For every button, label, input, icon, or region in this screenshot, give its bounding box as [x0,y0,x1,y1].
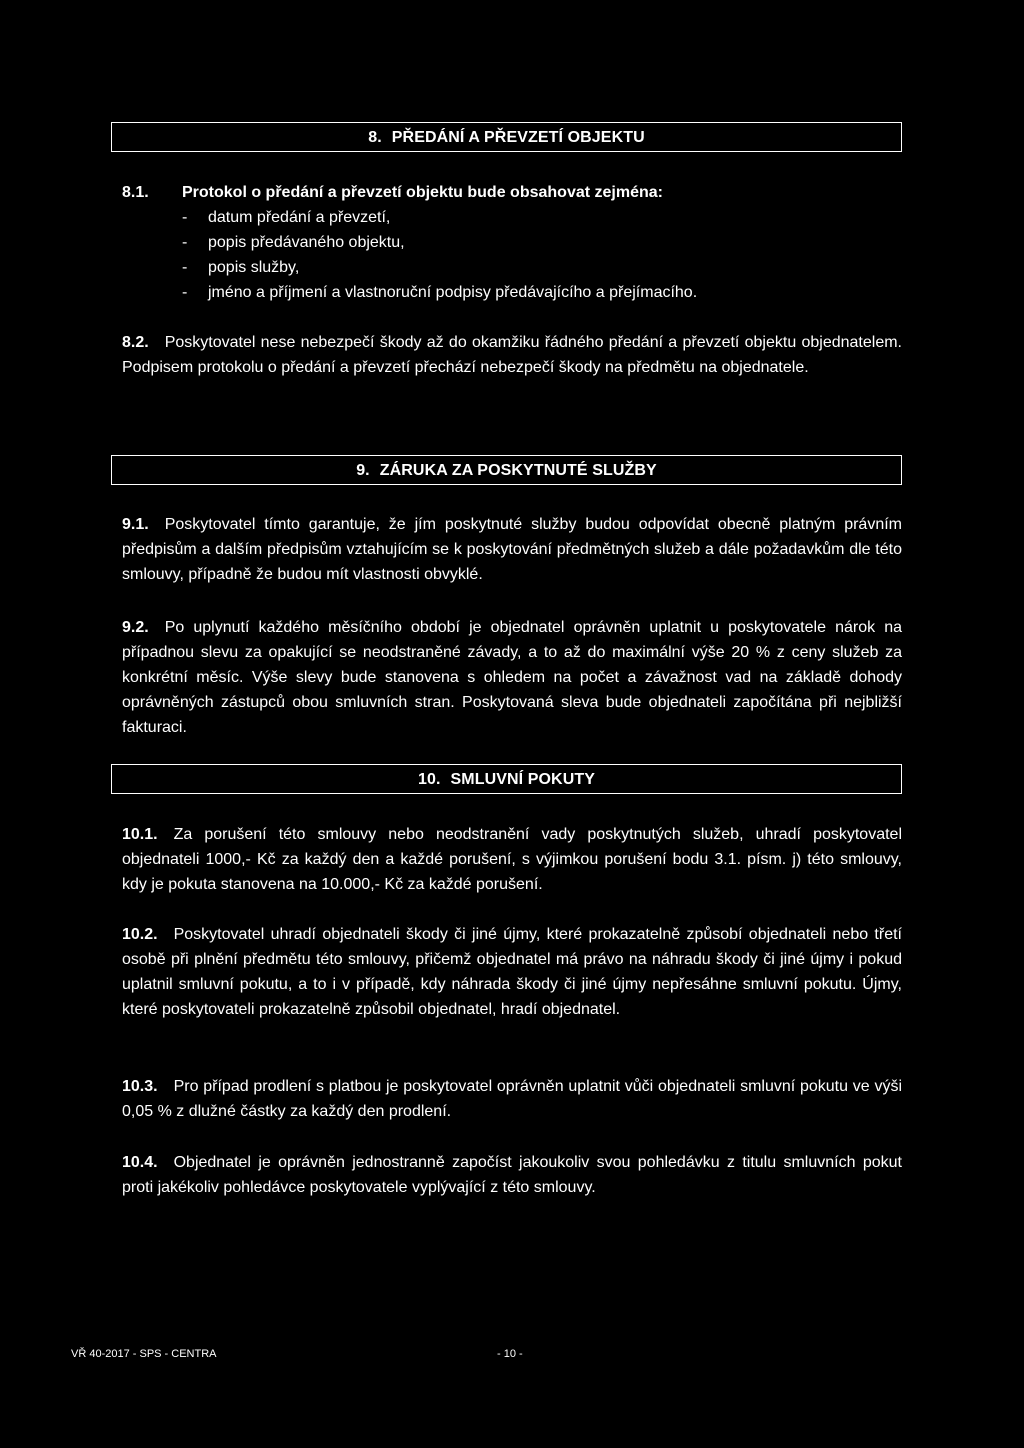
clause-10-4 [122,1150,902,1200]
clause-10-1 [122,822,902,897]
section-8-title: PŘEDÁNÍ A PŘEVZETÍ OBJEKTU [391,128,645,146]
section-10-heading [111,764,902,794]
clause-8-2 [122,330,902,380]
clause-8-1-list [182,205,962,305]
clause-8-1-intro: Protokol o předání a převzetí objektu bude obsahovat zejména: [182,184,663,201]
section-9-heading [111,455,902,485]
clause-10-3-text: Pro případ prodlení s platbou je poskytovatel oprávněn uplatnit vůči objednateli smluvní pokutu ve výši 0,05 % z dlužné částky za každý den prodlení. [122,1078,902,1120]
clause-8-2-number: 8.2. [122,334,149,351]
clause-9-2 [122,615,902,740]
clause-9-2-paragraph [122,615,902,740]
list-item: - datum předání a převzetí, [182,205,962,230]
clause-9-2-number: 9.2. [122,619,149,636]
list-item: - popis služby, [182,255,962,280]
section-10-title: SMLUVNÍ POKUTY [450,770,596,788]
clause-10-3 [122,1074,902,1124]
section-8-number: 8. [368,128,382,146]
clause-10-3-paragraph [122,1074,902,1124]
clause-10-4-number: 10.4. [122,1154,158,1171]
clause-8-2-paragraph [122,330,902,380]
clause-8-1-intro-line [122,180,902,205]
clause-9-1 [122,512,902,587]
clause-10-2 [122,922,902,1022]
clause-8-1 [122,180,902,305]
clause-10-1-text: Za porušení této smlouvy nebo neodstranění vady poskytnutých služeb, uhradí poskytovatel objednateli 1000,- Kč za každý den a každé porušení, s výjimkou porušení bodu 3.1. písm. j) této smlouvy, kdy je pokuta stanovena na 10.000,- Kč za každé porušení. [122,826,902,893]
clause-9-1-paragraph [122,512,902,587]
section-8-heading [111,122,902,152]
clause-8-1-number: 8.1. [122,184,149,201]
clause-10-1-number: 10.1. [122,826,158,843]
clause-9-1-text: Poskytovatel tímto garantuje, že jím poskytnuté služby budou odpovídat obecně platným právním předpisům a dalším předpisům vztahujícím se k poskytování předmětných služeb a dále požadavkům dle této smlouvy, případně že budou mít vlastnosti obvyklé. [122,516,902,583]
clause-10-4-paragraph [122,1150,902,1200]
section-9-title: ZÁRUKA ZA POSKYTNUTÉ SLUŽBY [379,461,657,479]
clause-10-2-text: Poskytovatel uhradí objednateli škody či jiné újmy, které prokazatelně způsobí objednateli nebo třetí osobě při plnění předmětu této smlouvy, přičemž objednatel má právo na náhradu škody či jiné újmy i pokud uplatnil smluvní pokutu, a to i v případě, kdy náhrada škody či jiné újmy nepřesáhne smluvní pokutu. Újmy, které poskytovateli prokazatelně způsobil objednatel, hradí objednatel. [122,926,902,1018]
clause-10-3-number: 10.3. [122,1078,158,1095]
footer-page-number: - 10 - [497,1348,523,1360]
clause-10-2-paragraph [122,922,902,1022]
clause-10-1-paragraph [122,822,902,897]
clause-9-1-number: 9.1. [122,516,149,533]
footer-reference: VŘ 40-2017 - SPS - CENTRA [71,1348,217,1360]
clause-10-4-text: Objednatel je oprávněn jednostranně započíst jakoukoliv svou pohledávku z titulu smluvních pokut proti jakékoliv pohledávce poskytovatele vyplývající z této smlouvy. [122,1154,902,1196]
list-item: - popis předávaného objektu, [182,230,962,255]
list-item: - jméno a příjmení a vlastnoruční podpisy předávajícího a přejímacího. [182,280,962,305]
section-10-number: 10. [417,770,441,788]
clause-8-2-text: Poskytovatel nese nebezpečí škody až do okamžiku řádného předání a převzetí objektu objednatelem. Podpisem protokolu o předání a převzetí přechází nebezpečí škody na předmětu na objednatele. [122,334,902,376]
section-9-number: 9. [356,461,370,479]
clause-10-2-number: 10.2. [122,926,158,943]
clause-9-2-text: Po uplynutí každého měsíčního období je objednatel oprávněn uplatnit u poskytovatele nárok na případnou slevu za opakující se neodstraněné závady, a to až do maximální výše 20 % z ceny služeb za konkrétní měsíc. Výše slevy bude stanovena s ohledem na počet a závažnost vad na základě dohody oprávněných zástupců obou smluvních stran. Poskytovaná sleva bude objednateli započítána při nejbližší fakturaci. [122,619,902,736]
